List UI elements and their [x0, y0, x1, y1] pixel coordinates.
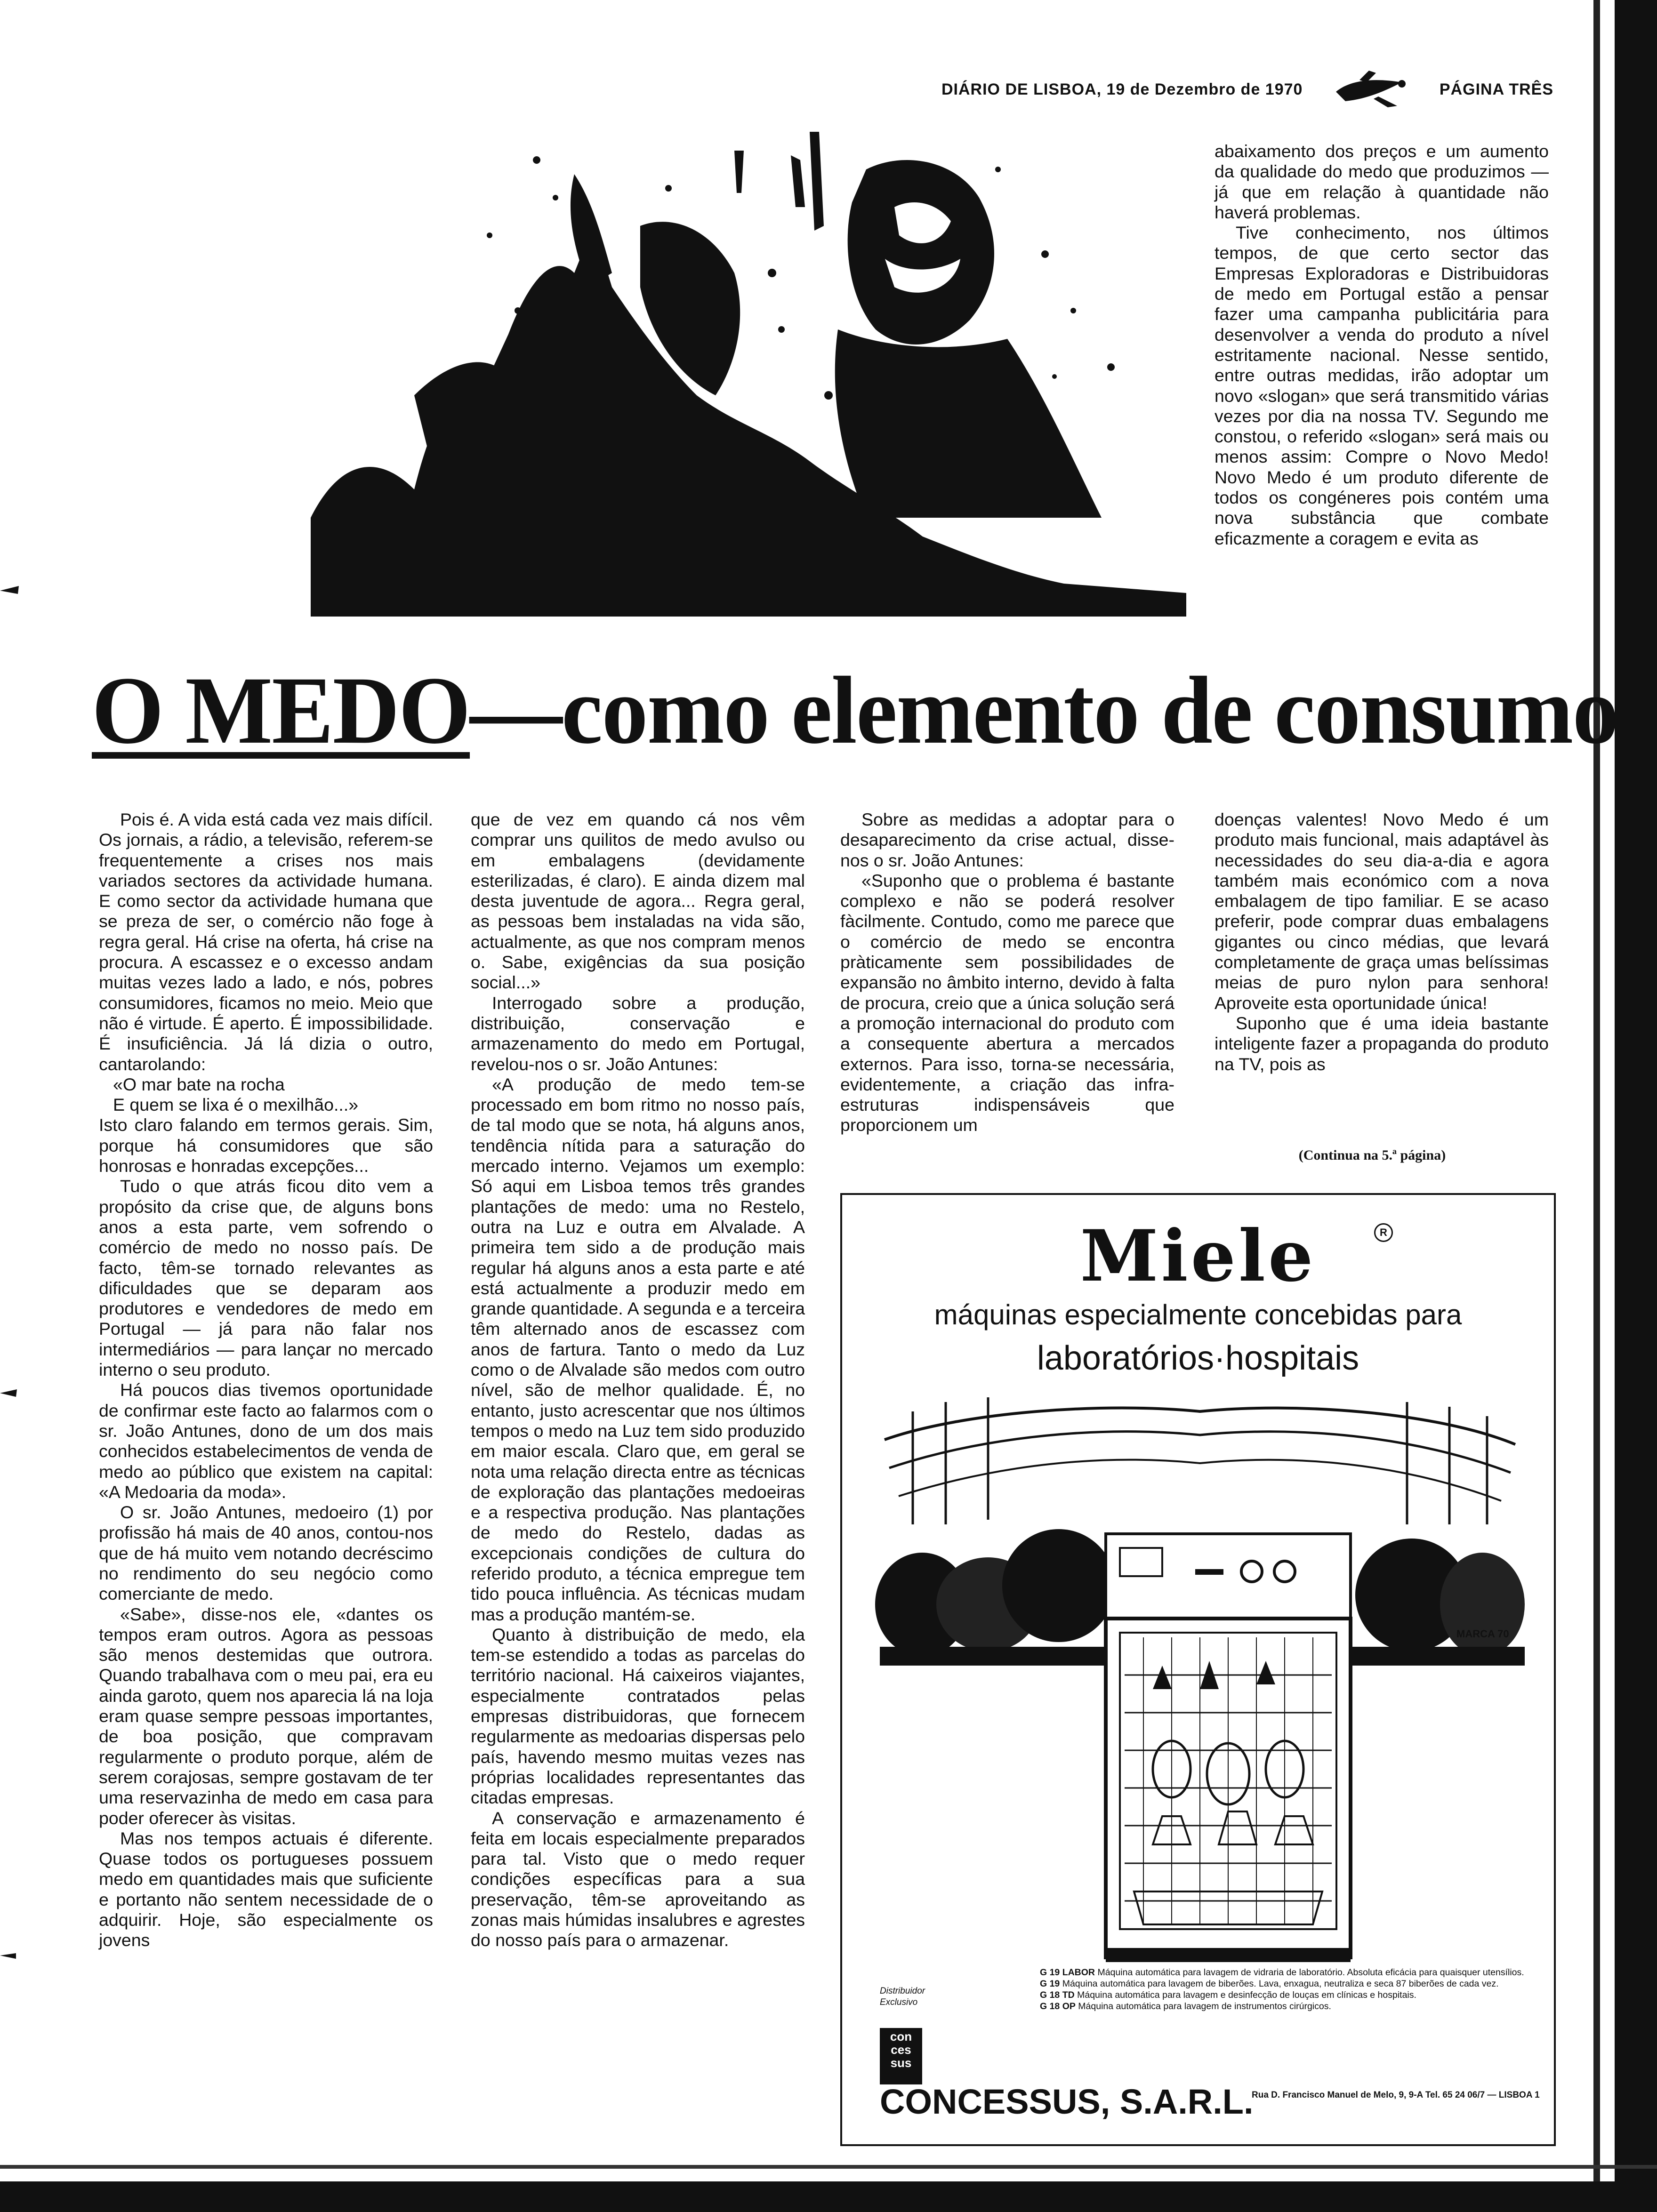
- headline: [92, 657, 1618, 765]
- paragraph: Quanto à distribuição de medo, ela tem-se estendido a todas as parcelas do território nacional. Há caixeiros viajantes, especialmente contratados pelas empresas distribuidoras, que fornecem regularmente as medoarias dispersas pelo país, havendo mesmo muitas vezes nas próprias localidades representantes das citadas empresas.: [471, 1624, 805, 1808]
- miele-advertisement: [840, 1193, 1556, 2146]
- paragraph: Interrogado sobre a produção, distribuição, conservação e armazenamento do medo em Portugal, revelou-nos o sr. João Antunes:: [471, 993, 805, 1074]
- publication-line: DIÁRIO DE LISBOA, 19 de Dezembro de 1970: [941, 80, 1303, 98]
- paragraph: O sr. João Antunes, medoeiro (1) por profissão há mais de 40 anos, contou-nos que de há muito vem notando decréscimo no rendimento do seu negócio como comerciante de medo.: [99, 1502, 433, 1604]
- company-name: CONCESSUS, S.A.R.L.: [880, 2082, 1254, 2121]
- verse-line: «O mar bate na rocha: [113, 1074, 285, 1094]
- registered-icon: R: [1374, 1223, 1393, 1242]
- model-desc: Máquina automática para lavagem de instrumentos cirúrgicos.: [1078, 2001, 1331, 2012]
- paragraph: doenças valentes! Novo Medo é um produto mais funcional, mais adaptável às necessidades do seu dia-a-dia e agora também mais económico com a nova embalagem de tipo familiar. E se acaso preferir, pode comprar duas embalagens gigantes ou cinco médias, que levará completamente de graça umas belíssimas meias de puro nylon para senhora! Aproveite esta oportunidade única!: [1215, 809, 1549, 1013]
- model-code: G 19 LABOR: [1040, 1967, 1095, 1978]
- concessus-logo: con ces sus: [880, 2028, 922, 2084]
- company-address: Rua D. Francisco Manuel de Melo, 9, 9-A Tel. 65 24 06/7 — LISBOA 1: [1252, 2090, 1540, 2100]
- model-code: G 19: [1040, 1979, 1060, 1989]
- paragraph: Isto claro falando em termos gerais. Sim, porque há consumidores que são honrosas e honradas excepções...: [99, 1115, 433, 1176]
- model-desc: Máquina automática para lavagem e desinfecção de louças em clínicas e hospitais.: [1077, 1990, 1416, 2000]
- paragraph: «A produção de medo tem-se processado em bom ritmo no nosso país, de tal modo que se nota, há alguns anos, tendência nítida para a saturação do mercado interno. Vejamos um exemplo: Só aqui em Lisboa temos três grandes plantações de medo: uma no Restelo, outra na Luz e outra em Alvalade. A primeira tem sido a de produção mais regular há alguns anos a esta parte e até está actualmente a produzir medo em grande quantidade. A segunda e a terceira têm alternado anos de escassez com anos de fartura. Tanto o medo da Luz como o de Alvalade são medos com outro nível, são de melhor qualidade. É, no entanto, justo acrescentar que nos últimos tempos o medo na Luz tem sido produzido em maior escala. Claro que, em geral se nota uma relação directa entre as técnicas de exploração das plantações medoeiras e a respectiva produção. Nas plantações de medo do Restelo, dadas as excepcionais condições de cultura do referido produto, a técnica empregue tem tido pouca influência. As técnicas mudam mas a produção mantém-se.: [471, 1074, 805, 1624]
- article-column-2: [471, 809, 805, 1951]
- paragraph: Suponho que é uma ideia bastante inteligente fazer a propaganda do produto na TV, pois as: [1215, 1013, 1549, 1074]
- paragraph: Há poucos dias tivemos oportunidade de confirmar este facto ao falarmos com o sr. João Antunes, dono de um dos mais conhecidos estabelecimentos de venda de medo ao público que existem na capital: «A Medoaria da moda».: [99, 1380, 433, 1502]
- article-column-1: [99, 809, 433, 1951]
- model-desc: Máquina automática para lavagem de biberões. Lava, enxagua, neutraliza e seca 87 biberões de cada vez.: [1062, 1979, 1499, 1989]
- paragraph: Sobre as medidas a adoptar para o desaparecimento da crise actual, disse-nos o sr. João Antunes:: [840, 809, 1174, 870]
- ad-brand: Miele: [1080, 1215, 1316, 1298]
- verse-line: E quem se lixa é o mexilhão...»: [113, 1095, 359, 1115]
- paragraph: A conservação e armazenamento é feita em locais especialmente preparados para tal. Visto que o medo requer condições específicas para a sua preservação, têm-se aproveitando as zonas mais húmidas insalubres e agrestes do nosso país para o armazenar.: [471, 1808, 805, 1950]
- model-list: [1040, 1967, 1534, 2012]
- top-right-column: [1215, 141, 1549, 549]
- paragraph: «Suponho que o problema é bastante complexo e não se poderá resolver fàcilmente. Contudo, como me parece que o comércio de medo se encontra pràticamente sem possibilidades de expansão no âmbito interno, devido à falta de procura, creio que a única solução será a promoção internacional do produto com a consequente abertura a mercados externos. Para isso, torna-se necessária, evidentemente, a criação das infra-estruturas indispensáveis que proporcionem um: [840, 870, 1174, 1135]
- page-number: PÁGINA TRÊS: [1439, 80, 1553, 98]
- article-column-3: [840, 809, 1174, 1136]
- model-item: [1040, 1967, 1534, 1978]
- headline-medo: O MEDO: [92, 657, 470, 764]
- ad-tagline-2: laboratórios·hospitais: [1037, 1339, 1359, 1377]
- continuation-note: (Continua na 5.ª página): [1298, 1147, 1446, 1163]
- headline-rest: —como elemento de consumo: [469, 657, 1618, 764]
- paragraph: Mas nos tempos actuais é diferente. Quase todos os portugueses possuem medo em quantidades mais que suficiente e portanto não sentem necessidade de o adquirir. Hoje, são especialmente os jovens: [99, 1828, 433, 1950]
- model-item: [1040, 1989, 1534, 2001]
- model-desc: Máquina automática para lavagem de vidraria de laboratório. Absoluta eficácia para quaisquer utensílios.: [1097, 1967, 1524, 1978]
- paragraph: Tive conhecimento, nos últimos tempos, de que certo sector das Empresas Exploradoras e Distribuidoras de medo em Portugal estão a pensar fazer uma campanha publicitária para desenvolver a venda do produto a nível estritamente nacional. Nesse sentido, entre outras medidas, irão adoptar um novo «slogan» que será transmitido várias vezes por dia na nossa TV. Segundo me constou, o referido «slogan» será mais ou menos assim: Compre o Novo Medo! Novo Medo é um produto diferente de todos os congéneres pois contém uma nova substância que combate eficazmente a coragem e evita as: [1215, 223, 1549, 548]
- ad-marca-label: MARCA 70: [1456, 1628, 1509, 1640]
- model-item: [1040, 2001, 1534, 2012]
- article-column-4: [1215, 809, 1549, 1074]
- paragraph: «Sabe», disse-nos ele, «dantes os tempos eram outros. Agora as pessoas são menos destemidas que outrora. Quando trabalhava com o meu pai, era eu ainda garoto, quem nos aparecia lá na loja eram quase sempre pessoas importantes, de boa posição, que compravam regularmente o produto porque, além de serem corajosas, sempre gostavam de ter uma reservazinha de medo em casa para poder oferecer às visitas.: [99, 1604, 433, 1828]
- model-item: [1040, 1978, 1534, 1989]
- distributor-label: Distribuidor Exclusivo: [880, 1986, 925, 2007]
- dishwasher-illustration: [870, 1383, 1529, 1972]
- paragraph: que de vez em quando cá nos vêm comprar uns quilitos de medo avulso ou em embalagens (devidamente esterilizadas, é claro). E ainda dizem mal desta juventude de agora... Regra geral, as pessoas bem instaladas na vida são, actualmente, as que nos compram menos o. Sabe, exigências da sua posição social...»: [471, 809, 805, 993]
- insect-icon: [1331, 71, 1411, 108]
- paragraph: Pois é. A vida está cada vez mais difícil. Os jornais, a rádio, a televisão, referem-se frequentemente a crises nos mais variados sectores da actividade humana. E como sector da actividade humana que se preza de ser, o comércio não foge à regra geral. Há crise na oferta, há crise na procura. A escassez e o excesso andam muitas vezes lado a lado, e nós, pobres consumidores, ficamos no meio. Meio que não é virtude. É aperto. É impossibilidade. É insuficiência. Já lá dizia o outro, cantarolando:: [99, 809, 433, 1074]
- illustration-photo: [311, 132, 1186, 617]
- ad-tagline-1: máquinas especialmente concebidas para: [934, 1299, 1462, 1330]
- model-code: G 18 OP: [1040, 2001, 1076, 2012]
- page-header: [941, 71, 1553, 108]
- model-code: G 18 TD: [1040, 1990, 1075, 2000]
- paragraph: abaixamento dos preços e um aumento da qualidade do medo que produzimos — já que em relação à quantidade não haverá problemas.: [1215, 141, 1549, 222]
- paragraph: Tudo o que atrás ficou dito vem a propósito da crise que, de alguns bons anos a esta parte, vem sofrendo o comércio de medo no nosso país. De facto, têm-se tornado relevantes as dificuldades que se deparam aos produtores e vendedores de medo em Portugal — já para não falar nos intermediários — para lançar no mercado interno o seu produto.: [99, 1176, 433, 1380]
